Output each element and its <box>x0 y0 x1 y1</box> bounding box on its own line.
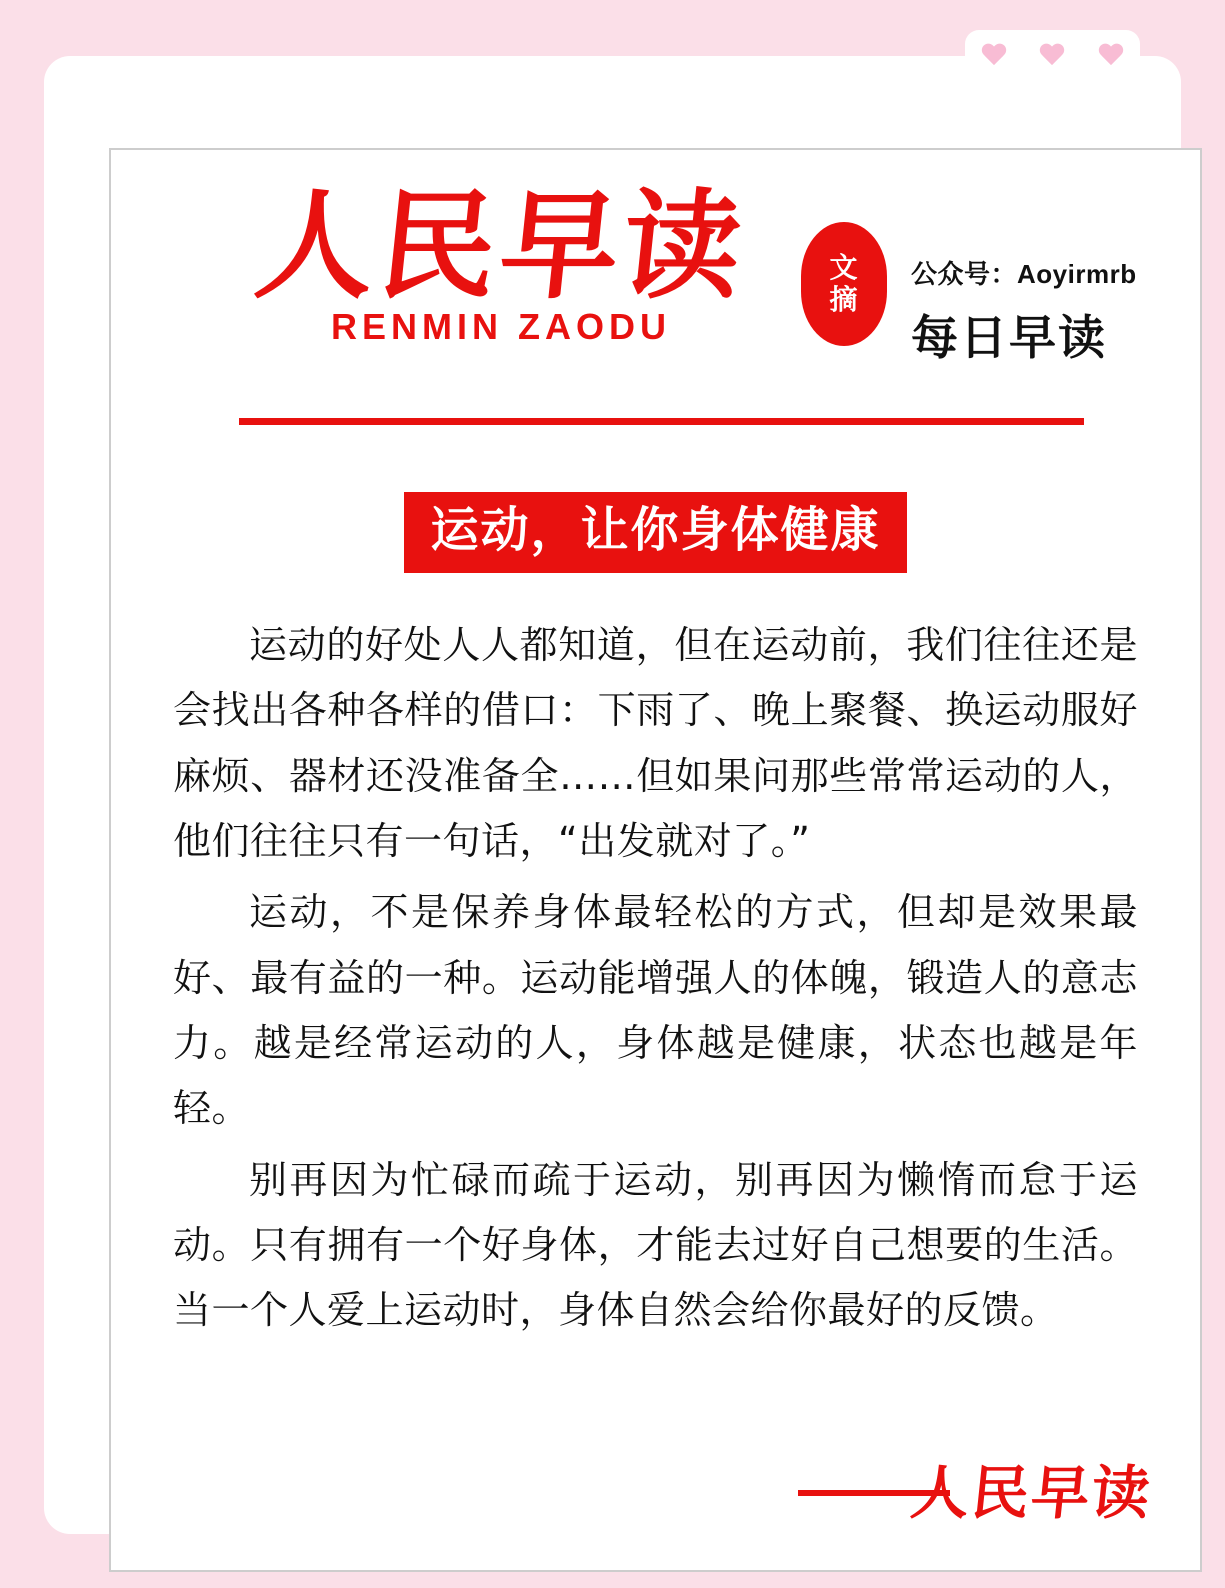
card-inner <box>109 148 1202 1572</box>
masthead-info <box>911 254 1161 368</box>
seal-char-top: 文 <box>829 250 859 284</box>
heart-icon <box>1039 44 1065 68</box>
digest-seal-badge <box>801 222 887 346</box>
article-paragraph: 别再因为忙碌而疏于运动，别再因为懒惰而怠于运动。只有拥有一个好身体，才能去过好自己想要的生活。当一个人爱上运动时，身体自然会给你最好的反馈。 <box>173 1157 1138 1333</box>
signature-text: 人民早读 <box>907 1459 1156 1527</box>
wechat-account-label: 公众号：Aoyirmrb <box>911 259 1137 289</box>
heart-icon <box>1098 44 1124 68</box>
footer-signature <box>111 1450 1200 1540</box>
article-title-wrap <box>111 492 1200 573</box>
brand-logo-pinyin: RENMIN ZAODU <box>331 305 671 347</box>
brand-logo-chinese: 人民早读 <box>249 176 753 315</box>
masthead <box>111 150 1200 440</box>
brand-logo <box>241 178 761 348</box>
masthead-divider <box>239 418 1084 425</box>
heart-icon <box>981 44 1007 68</box>
article-paragraph: 运动，不是保养身体最轻松的方式，但却是效果最好、最有益的一种。运动能增强人的体魄，锻造人的意志力。越是经常运动的人，身体越是健康，状态也越是年轻。 <box>173 890 1138 1131</box>
article-title: 运动，让你身体健康 <box>404 492 906 573</box>
daily-reading-label: 每日早读 <box>911 311 1107 366</box>
article-body <box>173 613 1138 1344</box>
seal-char-bottom: 摘 <box>829 283 859 316</box>
article-paragraph: 运动的好处人人都知道，但在运动前，我们往往还是会找出各种各样的借口：下雨了、晚上聚餐、换运动服好麻烦、器材还没准备全……但如果问那些常常运动的人，他们往往只有一句话，“出发就对了。” <box>173 622 1138 863</box>
heart-decoration-bar <box>965 30 1140 82</box>
card-outer <box>44 56 1181 1534</box>
